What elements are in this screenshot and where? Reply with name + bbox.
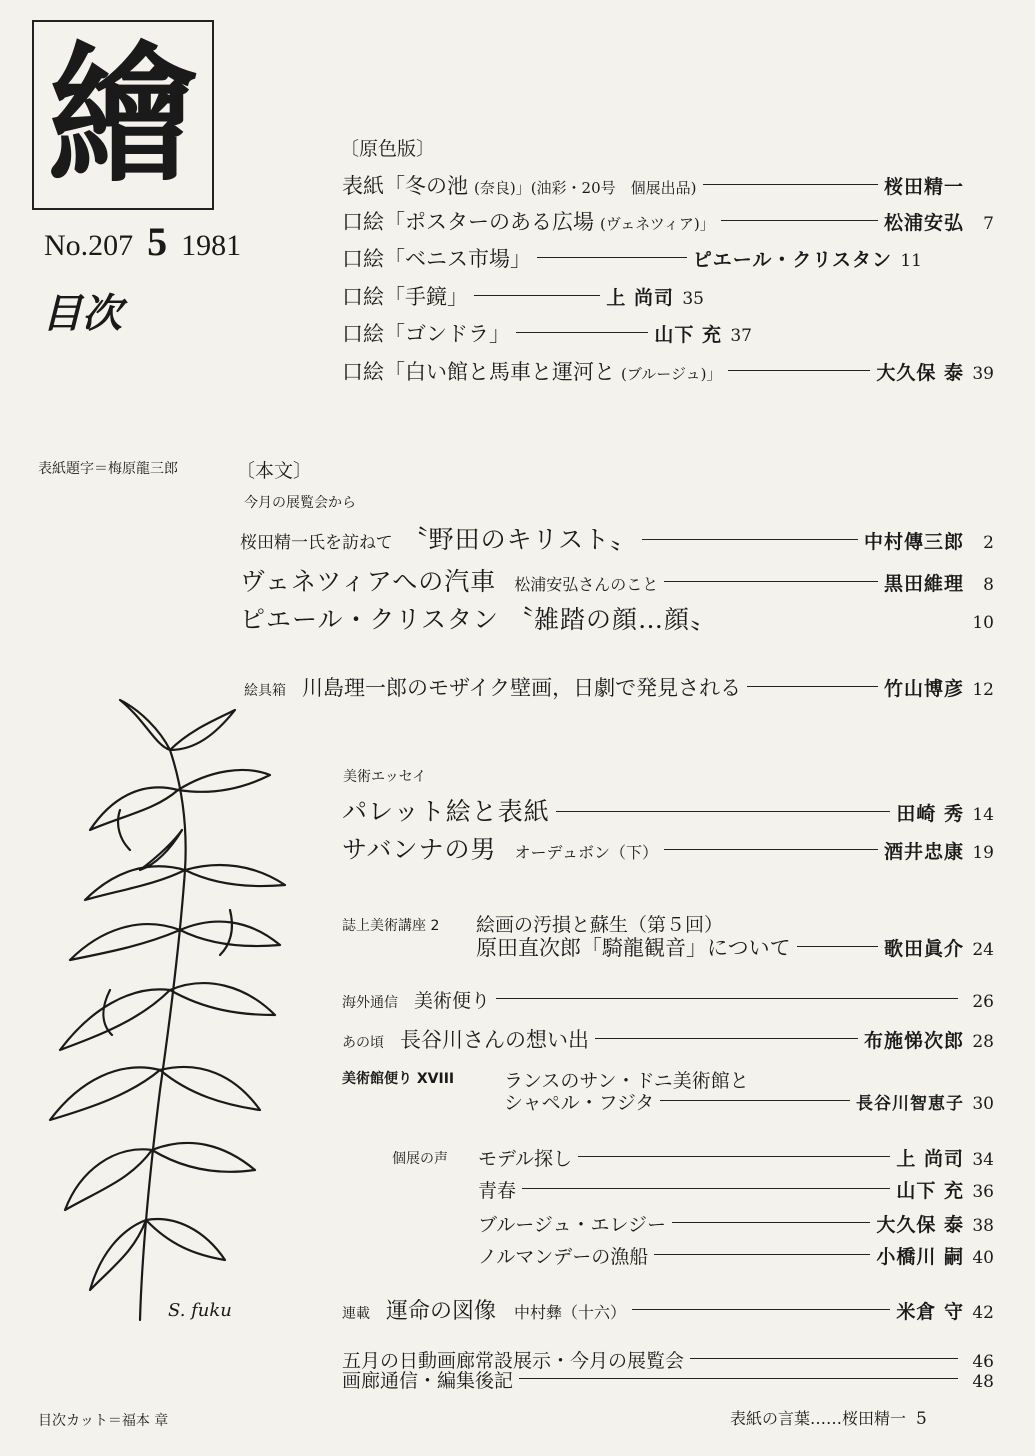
leader-line: [703, 184, 878, 185]
voice-item[interactable]: ノルマンデーの漁船 小橋川 嗣 40: [478, 1246, 994, 1268]
lecture-label: 誌上美術講座 2: [342, 918, 440, 934]
misc-item[interactable]: 五月の日動画廊常設展示・今月の展覧会 46: [342, 1350, 994, 1372]
color-item[interactable]: 表紙「冬の池 (奈良)」(油彩・20号 個展出品) 桜田精一: [342, 174, 964, 198]
artist-signature: S. fuku: [168, 1300, 232, 1321]
cover-words-credit: 表紙の言葉……桜田精一 5: [730, 1409, 927, 1429]
leader-line: [595, 1038, 858, 1039]
leader-line: [632, 1309, 890, 1310]
museum-item[interactable]: シャペル・フジタ 長谷川智恵子 30: [504, 1092, 994, 1114]
voice-item[interactable]: 青春 山下 充 36: [478, 1180, 994, 1202]
leader-line: [690, 1358, 958, 1359]
leader-line: [664, 581, 878, 582]
article-item[interactable]: ピエール・クリスタン 〝雑踏の顔…顔〟 10: [240, 605, 994, 634]
article-item[interactable]: ヴェネツィアへの汽車 松浦安弘さんのこと 黒田維理 8: [240, 567, 994, 596]
leader-line: [516, 332, 648, 333]
leader-line: [474, 295, 600, 296]
issue-info: [44, 218, 241, 265]
leader-line: [496, 998, 958, 999]
body-subheading: 今月の展覧会から: [244, 495, 356, 511]
color-item[interactable]: 口絵「ベニス市場」 ピエール・クリスタン 11: [342, 247, 922, 271]
leader-line: [654, 1254, 870, 1255]
serial-item[interactable]: 連載 運命の図像 中村彝（十六） 米倉 守 42: [342, 1299, 994, 1324]
leader-line: [537, 257, 687, 258]
leader-line: [642, 539, 858, 540]
lecture-item[interactable]: 原田直次郎「騎龍観音」について 歌田眞介 24: [476, 936, 994, 960]
voice-item[interactable]: ブルージュ・エレジー 大久保 泰 38: [478, 1214, 994, 1236]
body-section-label: 〔本文〕: [236, 460, 313, 482]
overseas-item[interactable]: 海外通信 美術便り 26: [342, 990, 994, 1012]
issue-month: 5: [147, 219, 168, 264]
color-item[interactable]: 口絵「ゴンドラ」 山下 充 37: [342, 322, 752, 346]
memoir-item[interactable]: あの頃 長谷川さんの想い出 布施悌次郎 28: [342, 1028, 994, 1052]
leader-line: [728, 370, 871, 371]
leader-line: [721, 220, 878, 221]
leader-line: [747, 686, 878, 687]
leader-line: [672, 1222, 870, 1223]
color-item[interactable]: 口絵「手鏡」 上 尚司 35: [342, 285, 704, 309]
issue-year: 1981: [181, 229, 242, 262]
orchid-illustration: [20, 690, 310, 1330]
museum-line1: ランスのサン・ドニ美術館と: [504, 1070, 749, 1092]
leader-line: [522, 1188, 890, 1189]
color-section-label: 〔原色版〕: [340, 138, 436, 160]
essay-label: 美術エッセイ: [343, 769, 427, 785]
lecture-line1: 絵画の汚損と蘇生（第５回）: [476, 914, 724, 936]
misc-item[interactable]: 画廊通信・編集後記 48: [342, 1370, 994, 1392]
color-item[interactable]: 口絵「ポスターのある広場 (ヴェネツィア)」 松浦安弘 7: [342, 210, 994, 234]
leader-line: [797, 946, 878, 947]
leader-line: [664, 849, 878, 850]
essay-item[interactable]: サバンナの男 オーデュボン（下） 酒井忠康 19: [342, 835, 994, 864]
leader-line: [660, 1100, 850, 1101]
voice-item[interactable]: モデル探し 上 尚司 34: [478, 1148, 994, 1170]
issue-number: No.207: [44, 229, 134, 262]
cut-credit: 目次カット＝福本 章: [38, 1413, 169, 1429]
leader-line: [519, 1378, 958, 1379]
paintbox-item[interactable]: 絵具箱 川島理一郎のモザイク壁画，日劇で発見される 竹山博彦 12: [244, 676, 994, 700]
toc-title: 目次: [42, 291, 122, 337]
article-item[interactable]: 桜田精一氏を訪ねて 〝野田のキリスト〟 中村傳三郎 2: [240, 525, 994, 554]
logo-character: 繪: [47, 27, 198, 203]
magazine-logo: [32, 20, 214, 210]
leader-line: [556, 811, 891, 812]
museum-label: 美術館便り XVIII: [342, 1071, 455, 1087]
cover-calligraphy-credit: 表紙題字＝梅原龍三郎: [38, 461, 178, 477]
voices-label: 個展の声: [392, 1151, 448, 1167]
leader-line: [578, 1156, 890, 1157]
color-item[interactable]: 口絵「白い館と馬車と運河と (ブルージュ)」 大久保 泰 39: [342, 360, 994, 384]
essay-item[interactable]: パレット絵と表紙 田崎 秀 14: [342, 797, 994, 826]
